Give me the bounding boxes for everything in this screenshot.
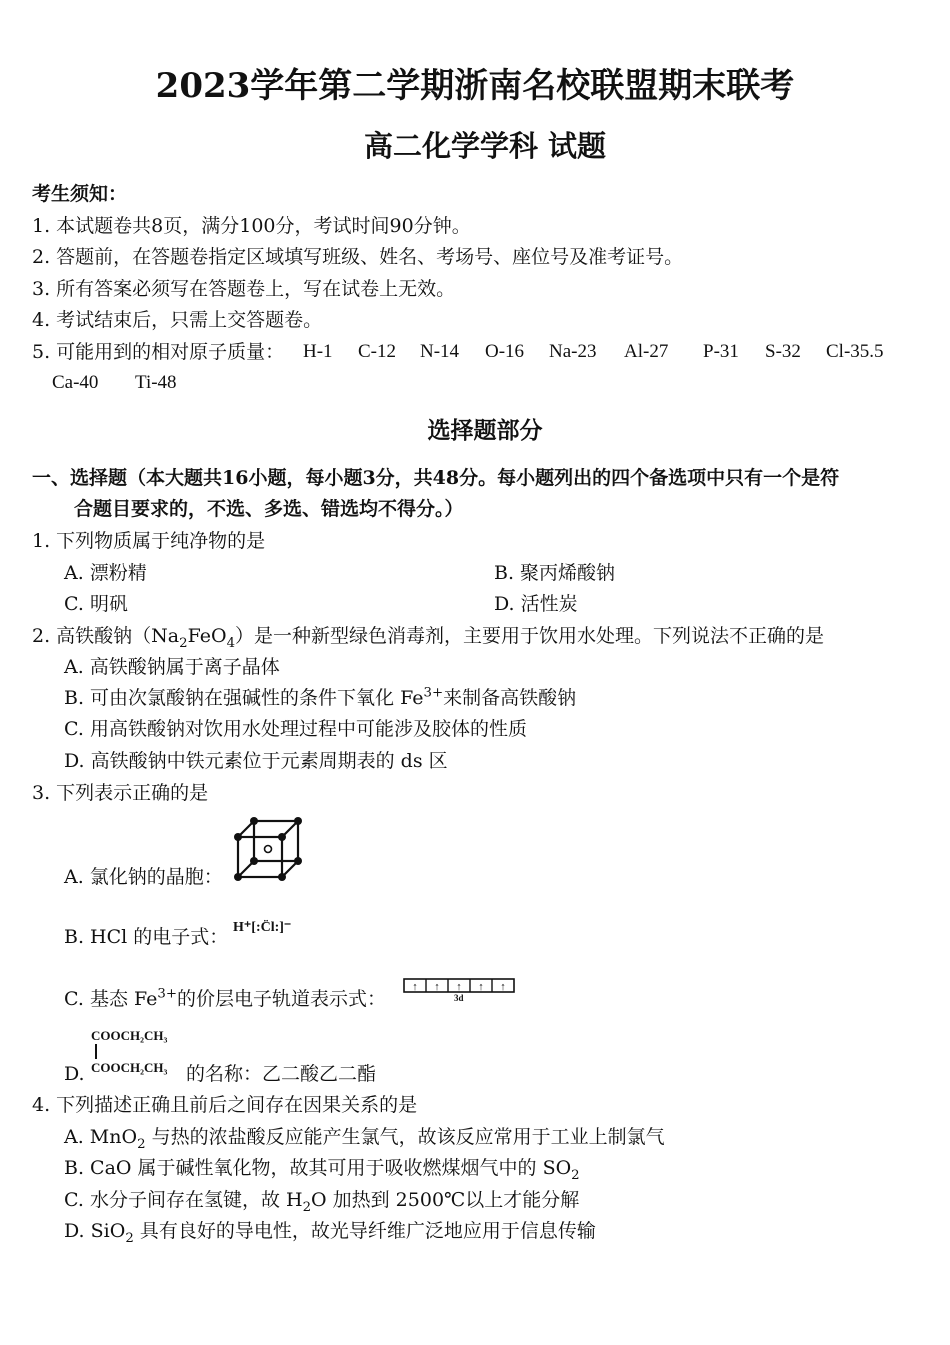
part1-instructions-line1: 一、选择题（本大题共16小题，每小题3分，共48分。每小题列出的四个备选项中只有一个是符 (32, 467, 840, 489)
mass-h: H-1 (303, 341, 333, 362)
section-title: 选择题部分 (427, 417, 543, 444)
hcl-electron-formula: H⁺[:C̈l:]⁻ (233, 920, 292, 935)
svg-text:↑: ↑ (478, 981, 484, 993)
svg-text:↑: ↑ (500, 981, 506, 993)
q4-option-a: A. MnO$_2$ 与热的浓盐酸反应能产生氯气，故该反应常用于工业上制氯气 (64, 1126, 665, 1152)
notice-item-2: 2. 答题前，在答题卷指定区域填写班级、姓名、考场号、座位号及准考证号。 (32, 246, 684, 268)
svg-text:↑: ↑ (412, 981, 418, 993)
q1-stem: 1. 下列物质属于纯净物的是 (32, 530, 266, 552)
mass-ca: Ca-40 (52, 372, 99, 393)
fe3-orbital-boxes (403, 978, 517, 994)
q3-option-a: A. 氯化钠的晶胞： (64, 866, 223, 888)
q3-option-b: B. HCl 的电子式： (64, 926, 229, 948)
q3-stem: 3. 下列表示正确的是 (32, 782, 209, 804)
q4-option-c: C. 水分子间存在氢键，故 $H_2O$ 加热到 2500℃以上才能分解 (64, 1189, 580, 1215)
exam-subtitle: 高二化学学科 试题 (363, 129, 607, 163)
q3-option-d-prefix: D. (64, 1063, 85, 1085)
mass-na: Na-23 (549, 341, 597, 362)
q3-option-d-text: 的名称：乙二酸乙二酯 (186, 1063, 377, 1085)
q4-option-d: D. SiO$_2$ 具有良好的导电性，故光导纤维广泛地应用于信息传输 (64, 1220, 596, 1246)
nacl-unit-cell-diagram (232, 815, 306, 885)
d-structure-top: COOCH₂CH₃ (91, 1028, 168, 1043)
q4-stem: 4. 下列描述正确且前后之间存在因果关系的是 (32, 1094, 418, 1116)
exam-title: 2023学年第二学期浙南名校联盟期末联考 (155, 66, 795, 106)
q1-option-d: D. 活性炭 (494, 593, 578, 615)
part1-instructions-line2: 合题目要求的，不选、多选、错选均不得分。） (74, 498, 464, 520)
mass-c: C-12 (358, 341, 396, 362)
orbital-label: 3d (454, 993, 464, 1003)
q2-option-d: D. 高铁酸钠中铁元素位于元素周期表的 ds 区 (64, 750, 448, 772)
q3-option-c: C. 基态 $Fe^{3+}$的价层电子轨道表示式： (64, 986, 386, 1010)
notice-item-3: 3. 所有答案必须写在答题卷上，写在试卷上无效。 (32, 278, 456, 300)
notice-item-5-label: 5. 可能用到的相对原子质量： (32, 341, 285, 363)
d-structure-bond (95, 1044, 97, 1059)
q4-option-b: B. CaO 属于碱性氧化物，故其可用于吸收燃煤烟气中的 $SO_2$ (64, 1157, 580, 1183)
q1-option-c: C. 明矾 (64, 593, 128, 615)
mass-p: P-31 (703, 341, 739, 362)
svg-text:↑: ↑ (456, 981, 462, 993)
mass-al: Al-27 (624, 341, 669, 362)
q1-option-a: A. 漂粉精 (64, 562, 147, 584)
svg-text:↑: ↑ (434, 981, 440, 993)
q2-option-a: A. 高铁酸钠属于离子晶体 (64, 656, 280, 678)
notice-item-1: 1. 本试题卷共8页，满分100分，考试时间90分钟。 (32, 215, 471, 237)
q2-stem: 2. 高铁酸钠$(Na_2FeO_4)$是一种新型绿色消毒剂，主要用于饮用水处理。下列说法不正确的是 (32, 625, 825, 651)
mass-n: N-14 (420, 341, 460, 362)
q1-option-b: B. 聚丙烯酸钠 (494, 562, 616, 584)
notice-item-4: 4. 考试结束后，只需上交答题卷。 (32, 309, 323, 331)
mass-s: S-32 (765, 341, 801, 362)
notice-heading: 考生须知： (32, 183, 128, 205)
d-structure-bottom: COOCH₂CH₃ (91, 1060, 168, 1075)
mass-cl: Cl-35.5 (826, 341, 884, 362)
q2-option-b: B. 可由次氯酸钠在强碱性的条件下氧化 $Fe^{3+}$来制备高铁酸钠 (64, 685, 577, 709)
mass-o: O-16 (485, 341, 525, 362)
mass-ti: Ti-48 (135, 372, 177, 393)
q2-option-c: C. 用高铁酸钠对饮用水处理过程中可能涉及胶体的性质 (64, 718, 527, 740)
